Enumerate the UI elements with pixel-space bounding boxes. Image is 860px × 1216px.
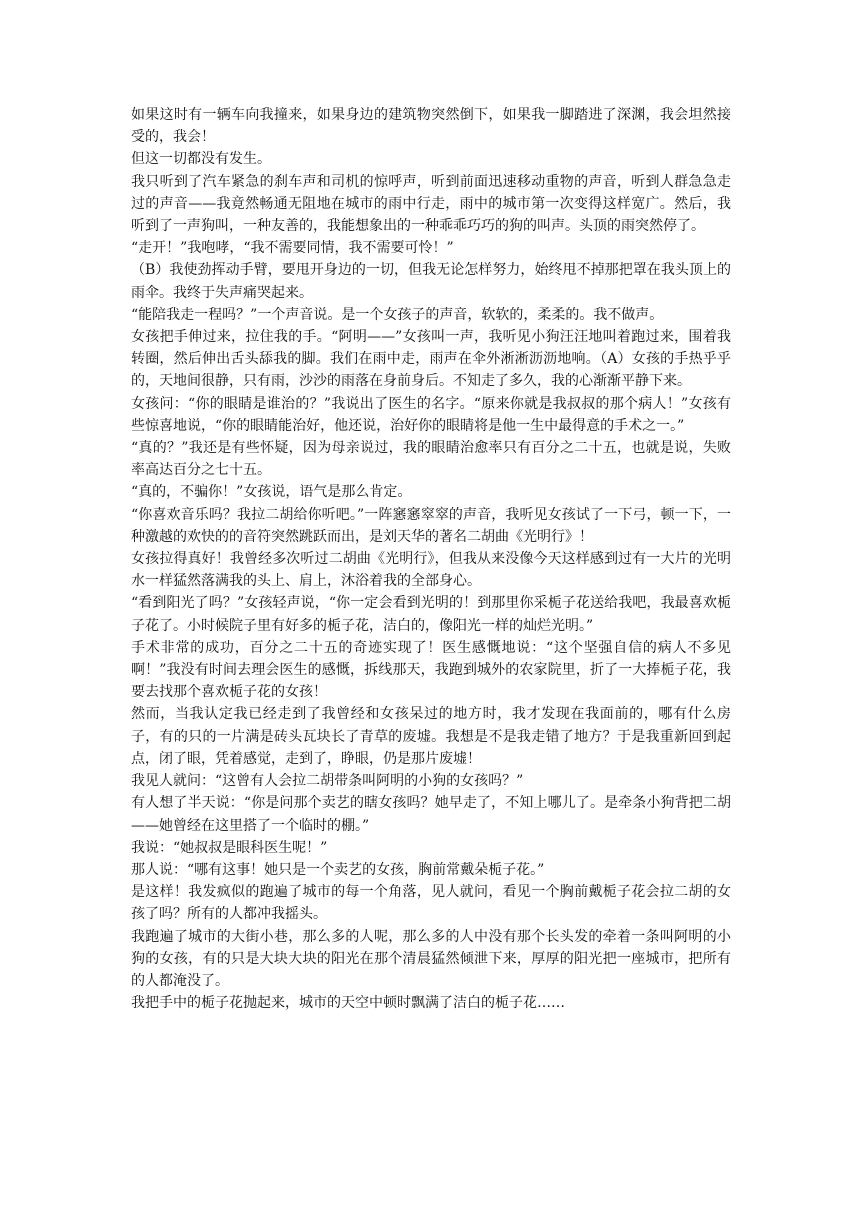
paragraph: 女孩拉得真好！我曾经多次听过二胡曲《光明行》，但我从来没像今天这样感到过有一大片的光明水一样猛然落满我的头上、肩上，沐浴着我的全部身心。 bbox=[131, 551, 731, 590]
paragraph: 是这样！我发疯似的跑遍了城市的每一个角落，见人就问，看见一个胸前戴栀子花会拉二胡的女孩了吗？所有的人都冲我摇头。 bbox=[131, 884, 731, 923]
paragraph: 我只听到了汽车紧急的刹车声和司机的惊呼声，听到前面迅速移动重物的声音，听到人群急急走过的声音——我竟然畅通无阻地在城市的雨中行走，雨中的城市第一次变得这样宽广。然后，我听到了一声狗叫，一种友善的，我能想象出的一种乖乖巧巧的狗的叫声。头顶的雨突然停了。 bbox=[131, 173, 731, 235]
paragraph: 如果这时有一辆车向我撞来，如果身边的建筑物突然倒下，如果我一脚踏进了深渊，我会坦然接受的，我会！ bbox=[131, 107, 731, 146]
paragraph: 有人想了半天说：“你是问那个卖艺的瞎女孩吗？她早走了，不知上哪儿了。是牵条小狗背把二胡——她曾经在这里搭了一个临时的棚。” bbox=[131, 795, 731, 834]
paragraph: 女孩问：“你的眼睛是谁治的？”我说出了医生的名字。“原来你就是我叔叔的那个病人！”女孩有些惊喜地说，“你的眼睛能治好，他还说，治好你的眼睛将是他一生中最得意的手术之一。” bbox=[131, 395, 731, 434]
paragraph: 然而，当我认定我已经走到了我曾经和女孩呆过的地方时，我才发现在我面前的，哪有什么房子，有的只的一片满是砖头瓦块长了青草的废墟。我想是不是我走错了地方？于是我重新回到起点，闭了眼，凭着感觉，走到了，睁眼，仍是那片废墟！ bbox=[131, 706, 731, 767]
paragraph: 女孩把手伸过来，拉住我的手。“阿明——”女孩叫一声，我听见小狗汪汪地叫着跑过来，围着我转圈，然后伸出舌头舔我的脚。我们在雨中走，雨声在伞外淅淅沥沥地响。（A）女孩的手热乎乎的，天地间很静，只有雨，沙沙的雨落在身前身后。不知走了多久，我的心渐渐平静下来。 bbox=[131, 329, 731, 390]
paragraph: “看到阳光了吗？”女孩轻声说，“你一定会看到光明的！到那里你采栀子花送给我吧，我最喜欢栀子花了。小时候院子里有好多的栀子花，洁白的，像阳光一样的灿烂光明。” bbox=[131, 595, 731, 634]
paragraph: 我跑遍了城市的大街小巷，那么多的人呢，那么多的人中没有那个长头发的牵着一条叫阿明的小狗的女孩，有的只是大块大块的阳光在那个清晨猛然倾泄下来，厚厚的阳光把一座城市，把所有的人都淹没了。 bbox=[131, 928, 731, 989]
paragraph: 我见人就问：“这曾有人会拉二胡带条叫阿明的小狗的女孩吗？” bbox=[131, 773, 524, 790]
story-text bbox=[131, 104, 731, 1014]
paragraph: 但这一切都没有发生。 bbox=[131, 151, 271, 168]
paragraph: 我说：“她叔叔是眼科医生呢！” bbox=[131, 839, 328, 856]
paragraph: “能陪我走一程吗？”一个声音说。是一个女孩子的声音，软软的，柔柔的。我不做声。 bbox=[131, 306, 664, 323]
paragraph: “走开！”我咆哮，“我不需要同情，我不需要可怜！” bbox=[131, 240, 454, 257]
paragraph: 手术非常的成功，百分之二十五的奇迹实现了！医生感慨地说：“这个坚强自信的病人不多见啊！”我没有时间去理会医生的感慨，拆线那天，我跑到城外的农家院里，折了一大捧栀子花，我要去找那个喜欢栀子花的女孩！ bbox=[131, 639, 731, 701]
paragraph: “真的，不骗你！”女孩说，语气是那么肯定。 bbox=[131, 484, 412, 501]
paragraph: 我把手中的栀子花抛起来，城市的天空中顿时飘满了洁白的栀子花…… bbox=[131, 995, 565, 1012]
paragraph: （B）我使劲挥动手臂，要甩开身边的一切，但我无论怎样努力，始终甩不掉那把罩在我头顶上的雨伞。我终于失声痛哭起来。 bbox=[131, 262, 731, 301]
paragraph: “真的？”我还是有些怀疑，因为母亲说过，我的眼睛治愈率只有百分之二十五，也就是说，失败率高达百分之七十五。 bbox=[131, 440, 731, 479]
paragraph: 那人说：“哪有这事！她只是一个卖艺的女孩，胸前常戴朵栀子花。” bbox=[131, 861, 545, 878]
paragraph: “你喜欢音乐吗？我拉二胡给你听吧。”一阵窸窸窣窣的声音，我听见女孩试了一下弓，顿一下，一种激越的欢快的的音符突然跳跃而出，是刘天华的著名二胡曲《光明行》！ bbox=[131, 506, 731, 545]
